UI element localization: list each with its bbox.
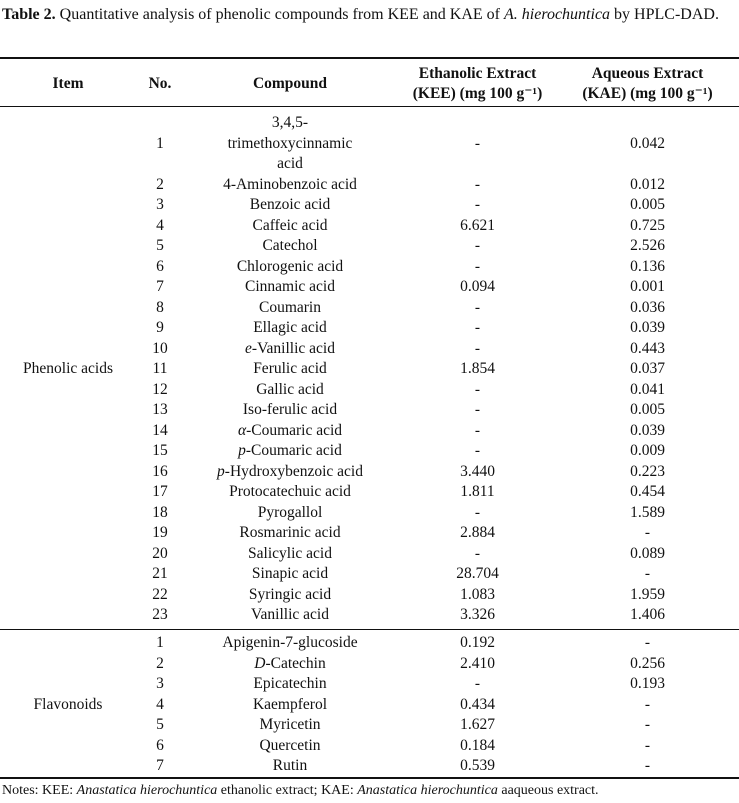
cell-no: 6 [156, 257, 164, 275]
table-row [0, 564, 739, 585]
cell-kae-value: - [644, 716, 651, 733]
top-rule [0, 57, 739, 59]
cell-kae-value: 0.039 [630, 421, 665, 439]
cell-kee-value: - [474, 380, 481, 398]
cell-kee-value: 0.184 [460, 736, 495, 754]
caption-species: A. hierochuntica [504, 6, 611, 23]
cell-kee-value: 1.854 [460, 360, 495, 377]
table-row [0, 544, 739, 565]
group-item-label: Phenolic acids [23, 360, 113, 378]
cell-compound [190, 400, 390, 421]
cell-kae-value: - [644, 524, 651, 541]
header-kee-line2: (KEE) (mg 100 g⁻¹) [412, 85, 543, 102]
cell-compound [190, 298, 390, 319]
compound-name: Benzoic acid [249, 196, 331, 213]
cell-no: 13 [152, 401, 168, 418]
table-row [0, 298, 739, 319]
cell-kee-value: - [474, 421, 481, 439]
cell-kee-value: - [474, 237, 481, 254]
cell-compound [190, 441, 390, 462]
table-row [0, 585, 739, 606]
cell-kee-value: - [474, 339, 481, 357]
cell-kae-value: 0.725 [630, 216, 665, 234]
table-row [0, 216, 739, 237]
cell-compound [190, 715, 390, 736]
cell-kee-value: - [474, 675, 481, 692]
cell-compound [190, 236, 390, 257]
compound-name: Quercetin [259, 736, 321, 754]
cell-no: 4 [156, 695, 164, 713]
table-row [0, 380, 739, 401]
cell-no: 3 [156, 196, 164, 213]
cell-kae-value: - [644, 634, 651, 651]
compound-name: Syringic acid [248, 585, 332, 603]
table-row [0, 523, 739, 544]
table-row [0, 633, 739, 654]
compound-name: Protocatechuic acid [229, 483, 351, 500]
header-no: No. [148, 75, 172, 92]
compound-name: Kaempferol [252, 695, 328, 713]
cell-kae-value: 2.526 [630, 237, 665, 254]
cell-compound [190, 756, 390, 777]
table-row [0, 736, 739, 757]
table-row [0, 113, 739, 175]
table-notes [2, 782, 599, 800]
cell-compound [190, 674, 390, 695]
cell-kee-value: 1.627 [460, 716, 495, 733]
compound-name: Rutin [272, 757, 308, 774]
cell-no: 17 [152, 483, 168, 500]
cell-kae-value: - [644, 757, 651, 774]
cell-kee-value: 1.083 [460, 585, 495, 603]
cell-no: 7 [156, 757, 164, 774]
compound-name: Sinapic acid [251, 565, 329, 582]
cell-kee-value: - [474, 442, 481, 459]
cell-compound [190, 633, 390, 654]
compound-name: Ellagic acid [253, 319, 327, 336]
cell-kee-value: 6.621 [460, 216, 495, 234]
table-row [0, 462, 739, 483]
cell-kae-value: 0.089 [630, 544, 665, 562]
cell-kae-value: - [644, 695, 651, 713]
cell-no: 1 [156, 135, 164, 152]
compound-name: -Hydroxybenzoic acid [224, 462, 363, 480]
compound-line: 3,4,5- [271, 114, 309, 131]
cell-no: 22 [152, 585, 168, 603]
cell-compound [190, 195, 390, 216]
cell-kae-value: 0.005 [630, 196, 665, 213]
group-item-label: Flavonoids [33, 695, 103, 713]
cell-kae-value: 0.012 [630, 175, 665, 193]
cell-kee-value: - [474, 196, 481, 213]
cell-no: 5 [156, 716, 164, 733]
notes-suffix: aaqueous extract. [501, 783, 599, 798]
compound-name: Ferulic acid [253, 360, 327, 377]
header-kae [565, 64, 730, 104]
table-row [0, 421, 739, 442]
cell-no: 2 [156, 175, 164, 193]
compound-name: -Coumaric acid [245, 442, 342, 459]
cell-compound [190, 318, 390, 339]
cell-no: 12 [152, 380, 168, 398]
cell-compound [190, 339, 390, 360]
cell-no: 21 [152, 565, 168, 582]
cell-kee-value: 2.884 [460, 524, 495, 541]
cell-no: 9 [156, 319, 164, 336]
cell-kae-value: 1.589 [630, 503, 665, 521]
header-item: Item [52, 75, 84, 92]
compound-name: Apigenin-7-glucoside [222, 634, 358, 651]
table-row [0, 654, 739, 675]
cell-compound [190, 359, 390, 380]
cell-kae-value: 0.037 [630, 360, 665, 377]
cell-no: 20 [152, 544, 168, 562]
compound-name: -Coumaric acid [246, 421, 343, 439]
cell-kae-value: 0.454 [630, 483, 665, 500]
cell-no: 10 [152, 339, 168, 357]
cell-compound [190, 736, 390, 757]
compound-name: Salicylic acid [248, 544, 332, 562]
cell-kee-value: - [474, 175, 481, 193]
cell-compound [190, 523, 390, 544]
compound-name: Cinnamic acid [245, 278, 335, 295]
cell-kae-value: 0.193 [630, 675, 665, 692]
cell-no: 5 [156, 237, 164, 254]
header-rule [0, 106, 739, 107]
cell-no: 8 [156, 298, 164, 316]
caption-text-end: by HPLC-DAD. [614, 6, 719, 23]
cell-no: 14 [152, 421, 168, 439]
cell-kee-value: 3.326 [460, 606, 495, 623]
cell-compound [190, 585, 390, 606]
cell-compound [190, 482, 390, 503]
cell-kae-value: 0.001 [630, 278, 665, 295]
compound-name: Rosmarinic acid [239, 524, 341, 541]
cell-no: 7 [156, 278, 164, 295]
cell-compound [190, 605, 390, 626]
compound-name: Catechol [262, 237, 318, 254]
cell-no: 2 [156, 654, 164, 672]
cell-compound [190, 175, 390, 196]
cell-kee-value: - [474, 298, 481, 316]
cell-no: 4 [156, 216, 164, 234]
compound-prefix: p [238, 442, 246, 459]
cell-no: 23 [152, 606, 168, 623]
compound-name: Iso-ferulic acid [242, 401, 338, 418]
cell-kee-value: 3.440 [460, 462, 495, 480]
header-kae-line1: Aqueous Extract [591, 65, 704, 82]
table-row [0, 503, 739, 524]
cell-no: 15 [152, 442, 168, 459]
cell-kae-value: 0.136 [630, 257, 665, 275]
cell-kae-value: 1.959 [630, 585, 665, 603]
cell-kee-value: - [474, 319, 481, 336]
table-caption [2, 4, 738, 26]
table-row [0, 605, 739, 626]
table-row [0, 277, 739, 298]
compound-name: Gallic acid [256, 380, 324, 398]
cell-kae-value: 0.042 [630, 135, 665, 152]
cell-compound [190, 277, 390, 298]
compound-name: Caffeic acid [252, 216, 328, 234]
header-kee [395, 64, 560, 104]
caption-text: Quantitative analysis of phenolic compounds from KEE and KAE of [59, 6, 500, 23]
table-row [0, 318, 739, 339]
cell-compound [190, 216, 390, 237]
cell-no: 11 [152, 360, 168, 377]
cell-kee-value: - [474, 503, 481, 521]
compound-name: Vanillic acid [251, 606, 329, 623]
notes-kae-species: Anastatica hierochuntica [357, 783, 498, 798]
cell-compound [190, 654, 390, 675]
table-row [0, 339, 739, 360]
cell-kae-value: 1.406 [630, 606, 665, 623]
cell-no: 3 [156, 675, 164, 692]
cell-compound [190, 564, 390, 585]
notes-mid: ethanolic extract; KAE: [220, 783, 354, 798]
cell-kae-value: 0.039 [630, 319, 665, 336]
table-row [0, 674, 739, 695]
table-row [0, 715, 739, 736]
compound-prefix: D [254, 654, 266, 672]
group-divider-rule [0, 629, 739, 630]
compound-name: Epicatechin [253, 675, 327, 692]
cell-kee-value: 28.704 [456, 565, 499, 582]
cell-compound [190, 503, 390, 524]
cell-kee-value: 0.539 [460, 757, 495, 774]
cell-compound [190, 113, 390, 175]
compound-name: Myricetin [259, 716, 321, 733]
table-row [0, 756, 739, 777]
table-row [0, 482, 739, 503]
cell-kae-value: 0.005 [630, 401, 665, 418]
header-kee-line1: Ethanolic Extract [418, 65, 537, 82]
compound-name: -Catechin [265, 654, 326, 672]
cell-compound [190, 462, 390, 483]
cell-kae-value: 0.009 [630, 442, 665, 459]
cell-kee-value: 0.434 [460, 695, 495, 713]
table-row [0, 195, 739, 216]
cell-kee-value: - [474, 544, 481, 562]
header-kae-line2: (KAE) (mg 100 g⁻¹) [582, 85, 713, 102]
notes-prefix: Notes: KEE: [2, 783, 74, 798]
cell-compound [190, 695, 390, 716]
header-compound: Compound [252, 75, 328, 92]
cell-kee-value: 1.811 [460, 483, 495, 500]
table-row [0, 441, 739, 462]
compound-name: 4-Aminobenzoic acid [223, 175, 357, 193]
bottom-rule [0, 777, 739, 779]
compound-prefix: α [237, 421, 247, 439]
cell-compound [190, 544, 390, 565]
cell-kee-value: 0.094 [460, 278, 495, 295]
table-row [0, 257, 739, 278]
compound-name: Chlorogenic acid [236, 257, 344, 275]
cell-no: 1 [156, 634, 164, 651]
cell-kae-value: 0.223 [630, 462, 665, 480]
compound-line: acid [277, 155, 303, 172]
notes-kee-species: Anastatica hierochuntica [76, 783, 218, 798]
compound-name: -Vanillic acid [251, 339, 335, 357]
cell-kae-value: 0.256 [630, 654, 665, 672]
cell-kee-value: 0.192 [460, 634, 495, 651]
compound-prefix: e [245, 339, 252, 357]
cell-kae-value: 0.036 [630, 298, 665, 316]
cell-kee-value: - [474, 135, 481, 152]
cell-kae-value: 0.041 [630, 380, 665, 398]
compound-name: Coumarin [259, 298, 321, 316]
compound-line: trimethoxycinnamic [227, 134, 353, 152]
compound-prefix: p [217, 462, 225, 480]
cell-kee-value: 2.410 [460, 654, 495, 672]
cell-kee-value: - [474, 401, 481, 418]
compound-name: Pyrogallol [257, 503, 323, 521]
cell-no: 19 [152, 524, 168, 541]
cell-no: 16 [152, 462, 168, 480]
caption-label: Table 2. [2, 6, 56, 23]
cell-compound [190, 421, 390, 442]
table-row [0, 400, 739, 421]
table-row [0, 236, 739, 257]
cell-compound [190, 257, 390, 278]
cell-no: 18 [152, 503, 168, 521]
cell-no: 6 [156, 736, 164, 754]
cell-kae-value: - [644, 736, 651, 754]
cell-kae-value: 0.443 [630, 339, 665, 357]
cell-kae-value: - [644, 565, 651, 582]
cell-kee-value: - [474, 257, 481, 275]
table-row [0, 175, 739, 196]
cell-compound [190, 380, 390, 401]
